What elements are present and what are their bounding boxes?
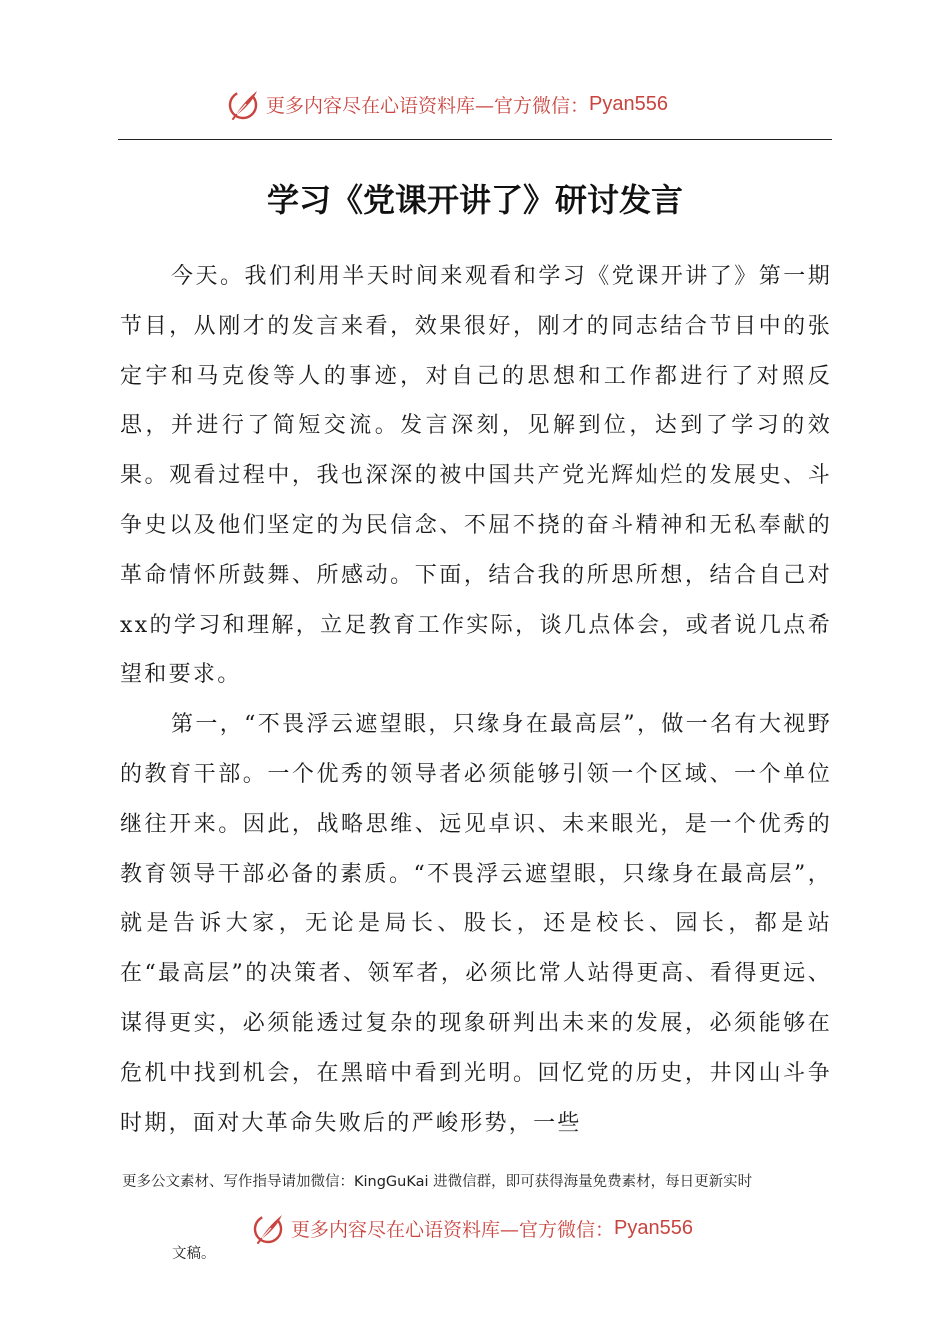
footer-note-tail: 文稿。 bbox=[172, 1246, 216, 1262]
body-paragraph-1: 今天。我们利用半天时间来观看和学习《党课开讲了》第一期节目，从刚才的发言来看，效果很好，刚才的同志结合节目中的张定宇和马克俊等人的事迹，对自己的思想和工作都进行了对照反思，并进行了简短交流。发言深刻，见解到位，达到了学习的效果。观看过程中，我也深深的被中国共产党光辉灿烂的发展史、斗争史以及他们坚定的为民信念、不屈不挠的奋斗精神和无私奉献的革命情怀所鼓舞、所感动。下面，结合我的所思所想，结合自己对xx的学习和理解，立足教育工作实际，谈几点体会，或者说几点希望和要求。 bbox=[120, 264, 832, 688]
header-banner-wechat-id: Pyan556 bbox=[589, 92, 668, 115]
header-watermark-banner bbox=[226, 84, 668, 124]
header-banner-text: 更多内容尽在心语资料库—官方微信： bbox=[266, 94, 590, 117]
footer-note: 更多公文素材、写作指导请加微信：KingGuKai 进微信群，即可获得海量免费素材，每日更新实时 bbox=[122, 1174, 753, 1190]
footer-watermark-banner bbox=[251, 1208, 693, 1248]
document-title: 学习《党课开讲了》研讨发言 bbox=[266, 181, 683, 219]
footer-banner-text: 更多内容尽在心语资料库—官方微信： bbox=[291, 1218, 615, 1241]
header-divider bbox=[118, 139, 832, 140]
footer-banner-wechat-id: Pyan556 bbox=[614, 1216, 693, 1239]
quill-pen-logo-icon bbox=[251, 1210, 287, 1246]
quill-pen-logo-icon bbox=[226, 86, 262, 122]
document-body bbox=[120, 252, 832, 1148]
body-paragraph-2: 第一，“不畏浮云遮望眼，只缘身在最高层”，做一名有大视野的教育干部。一个优秀的领导者必须能够引领一个区域、一个单位继往开来。因此，战略思维、远见卓识、未来眼光，是一个优秀的教育领导干部必备的素质。“不畏浮云遮望眼，只缘身在最高层”，就是告诉大家，无论是局长、股长，还是校长、园长，都是站在“最高层”的决策者、领军者，必须比常人站得更高、看得更远、谋得更实，必须能透过复杂的现象研判出未来的发展，必须能够在危机中找到机会，在黑暗中看到光明。回忆党的历史，井冈山斗争时期，面对大革命失败后的严峻形势，一些 bbox=[120, 712, 832, 1136]
